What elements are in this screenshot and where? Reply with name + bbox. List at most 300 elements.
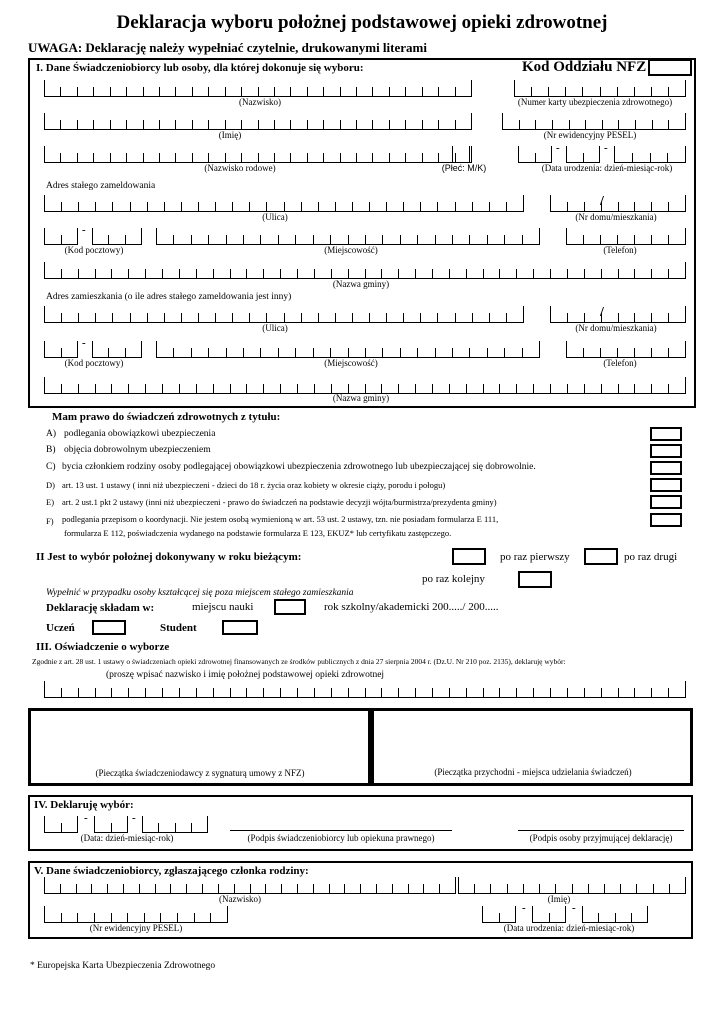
residence-street-caption: (Ulica) bbox=[262, 323, 288, 333]
cell-divider bbox=[365, 269, 366, 278]
cell-divider bbox=[582, 906, 583, 922]
cell-divider bbox=[144, 913, 145, 922]
cell-divider bbox=[295, 235, 296, 244]
stamp-clinic-caption: (Pieczątka przychodni - miejsca udzielania świadczeń) bbox=[434, 767, 632, 777]
phone-caption: (Telefon) bbox=[603, 245, 637, 255]
cell-divider bbox=[582, 87, 583, 96]
cell-divider bbox=[522, 235, 523, 244]
cell-divider bbox=[452, 146, 453, 162]
cell-divider bbox=[438, 120, 439, 129]
cell-divider bbox=[551, 146, 552, 162]
date-separator: - bbox=[604, 142, 608, 154]
cell-divider bbox=[156, 341, 157, 357]
cell-divider bbox=[469, 146, 470, 162]
insurance-card-caption: (Numer karty ubezpieczenia zdrowotnego) bbox=[517, 97, 673, 107]
entitlement-letter: A) bbox=[46, 429, 57, 439]
receiver-signature-line[interactable] bbox=[518, 830, 684, 831]
cell-divider bbox=[92, 341, 93, 357]
cell-divider bbox=[651, 87, 652, 96]
cell-divider bbox=[44, 262, 45, 278]
cell-divider bbox=[280, 269, 281, 278]
cell-divider bbox=[159, 153, 160, 162]
entitlement-a-checkbox[interactable] bbox=[650, 427, 682, 441]
cell-divider bbox=[61, 688, 62, 697]
cell-divider bbox=[432, 384, 433, 393]
cell-divider bbox=[583, 348, 584, 357]
first-name-caption: (Imię) bbox=[218, 130, 242, 140]
cell-divider bbox=[60, 87, 61, 96]
cell-divider bbox=[472, 313, 473, 322]
cell-divider bbox=[243, 348, 244, 357]
cell-divider bbox=[432, 269, 433, 278]
cell-divider bbox=[602, 120, 603, 129]
cell-divider bbox=[483, 384, 484, 393]
cell-divider bbox=[93, 87, 94, 96]
cell-divider bbox=[618, 269, 619, 278]
cell-divider bbox=[44, 681, 45, 697]
birth-day-field[interactable] bbox=[518, 146, 552, 163]
cell-divider bbox=[617, 348, 618, 357]
cell-divider bbox=[516, 269, 517, 278]
section-2-heading: II Jest to wybór położnej dokonywany w roku bieżącym: bbox=[36, 551, 302, 563]
postal-separator: - bbox=[82, 337, 86, 349]
cell-divider bbox=[583, 153, 584, 162]
declaration-day-field[interactable] bbox=[44, 816, 78, 833]
cell-divider bbox=[323, 153, 324, 162]
postal-code-caption: (Kod pocztowy) bbox=[64, 245, 124, 255]
cell-divider bbox=[329, 884, 330, 893]
second-time-checkbox[interactable] bbox=[584, 548, 618, 565]
cell-divider bbox=[111, 823, 112, 832]
cell-divider bbox=[218, 884, 219, 893]
cell-divider bbox=[403, 202, 404, 211]
cell-divider bbox=[615, 913, 616, 922]
cell-divider bbox=[215, 313, 216, 322]
cell-divider bbox=[449, 269, 450, 278]
cell-divider bbox=[192, 87, 193, 96]
student-note: Wypełnić w przypadku osoby kształcącej się poza miejscem stałego zamieszkania bbox=[46, 588, 354, 598]
cell-divider bbox=[108, 235, 109, 244]
cell-divider bbox=[348, 348, 349, 357]
first-time-checkbox[interactable] bbox=[452, 548, 486, 565]
entitlement-letter: C) bbox=[46, 462, 56, 472]
cell-divider bbox=[504, 348, 505, 357]
cell-divider bbox=[365, 348, 366, 357]
commune-field[interactable] bbox=[44, 262, 686, 279]
cell-divider bbox=[274, 153, 275, 162]
cell-divider bbox=[618, 202, 619, 211]
cell-divider bbox=[313, 884, 314, 893]
cell-divider bbox=[382, 348, 383, 357]
cell-divider bbox=[584, 313, 585, 322]
cell-divider bbox=[126, 87, 127, 96]
cell-divider bbox=[155, 884, 156, 893]
cell-divider bbox=[437, 202, 438, 211]
cell-divider bbox=[158, 823, 159, 832]
entitlement-heading: Mam prawo do świadczeń zdrowotnych z tytułu: bbox=[52, 411, 281, 423]
cell-divider bbox=[241, 87, 242, 96]
section-5-heading: V. Dane świadczeniobiorcy, zgłaszającego członka rodziny: bbox=[34, 865, 309, 877]
cell-divider bbox=[128, 269, 129, 278]
residence-postal-code-caption: (Kod pocztowy) bbox=[64, 358, 124, 368]
cell-divider bbox=[651, 384, 652, 393]
cell-divider bbox=[175, 87, 176, 96]
family-name-field[interactable] bbox=[44, 146, 472, 163]
cell-divider bbox=[225, 120, 226, 129]
cell-divider bbox=[331, 269, 332, 278]
cell-divider bbox=[400, 348, 401, 357]
cell-divider bbox=[95, 202, 96, 211]
cell-divider bbox=[331, 384, 332, 393]
cell-divider bbox=[420, 313, 421, 322]
cell-divider bbox=[449, 384, 450, 393]
cell-divider bbox=[208, 348, 209, 357]
cell-divider bbox=[208, 153, 209, 162]
cell-divider bbox=[225, 153, 226, 162]
cell-divider bbox=[685, 306, 686, 322]
cell-divider bbox=[313, 348, 314, 357]
cell-divider bbox=[668, 120, 669, 129]
section-3-heading: III. Oświadczenie o wyborze bbox=[36, 641, 170, 653]
cell-divider bbox=[466, 269, 467, 278]
commune-caption: (Nazwa gminy) bbox=[332, 279, 390, 289]
family-pesel-field[interactable] bbox=[44, 906, 228, 923]
cell-divider bbox=[295, 348, 296, 357]
next-time-checkbox[interactable] bbox=[518, 571, 552, 588]
cell-divider bbox=[466, 688, 467, 697]
cell-divider bbox=[280, 688, 281, 697]
cell-divider bbox=[502, 113, 503, 129]
entitlement-b-checkbox[interactable] bbox=[650, 444, 682, 458]
cell-divider bbox=[471, 113, 472, 129]
residence-postal-code-b-field[interactable] bbox=[92, 341, 142, 358]
cell-divider bbox=[44, 80, 45, 96]
beneficiary-signature-line[interactable] bbox=[230, 830, 452, 831]
cell-divider bbox=[263, 269, 264, 278]
cell-divider bbox=[198, 313, 199, 322]
cell-divider bbox=[127, 913, 128, 922]
cell-divider bbox=[112, 202, 113, 211]
pesel-field[interactable] bbox=[502, 113, 686, 130]
entitlement-f-checkbox[interactable] bbox=[650, 513, 682, 527]
cell-divider bbox=[175, 823, 176, 832]
cell-divider bbox=[360, 884, 361, 893]
cell-divider bbox=[452, 235, 453, 244]
cell-divider bbox=[156, 228, 157, 244]
cell-divider bbox=[420, 202, 421, 211]
family-name-caption: (Nazwisko rodowe) bbox=[204, 163, 276, 173]
cell-divider bbox=[44, 906, 45, 922]
sex-field[interactable] bbox=[452, 146, 470, 163]
cell-divider bbox=[128, 688, 129, 697]
cell-divider bbox=[667, 153, 668, 162]
cell-divider bbox=[567, 313, 568, 322]
cell-divider bbox=[535, 153, 536, 162]
cell-divider bbox=[44, 195, 45, 211]
cell-divider bbox=[77, 913, 78, 922]
cell-divider bbox=[208, 87, 209, 96]
entitlement-e-checkbox[interactable] bbox=[650, 495, 682, 509]
cell-divider bbox=[44, 146, 45, 162]
family-birth-day-field[interactable] bbox=[482, 906, 516, 923]
school-year-label: rok szkolny/akademicki 200...../ 200..... bbox=[324, 601, 499, 613]
cell-divider bbox=[650, 153, 651, 162]
cell-divider bbox=[280, 384, 281, 393]
cell-divider bbox=[435, 348, 436, 357]
birth-date-caption: (Data urodzenia: dzień-miesiąc-rok) bbox=[541, 163, 673, 173]
cell-divider bbox=[93, 153, 94, 162]
beneficiary-signature-caption: (Podpis świadczeniobiorcy lub opiekuna prawnego) bbox=[247, 833, 435, 843]
date-separator: - bbox=[522, 902, 526, 914]
cell-divider bbox=[95, 313, 96, 322]
declaration-date-caption: (Data: dzień-miesiąc-rok) bbox=[80, 833, 174, 843]
cell-divider bbox=[469, 235, 470, 244]
cell-divider bbox=[422, 87, 423, 96]
cell-divider bbox=[376, 884, 377, 893]
cell-divider bbox=[130, 313, 131, 322]
page-title: Deklaracja wyboru położnej podstawowej opieki zdrowotnej bbox=[116, 12, 608, 33]
cell-divider bbox=[179, 688, 180, 697]
cell-divider bbox=[482, 906, 483, 922]
cell-divider bbox=[452, 348, 453, 357]
house-number-field[interactable] bbox=[550, 195, 686, 212]
cell-divider bbox=[472, 202, 473, 211]
cell-divider bbox=[191, 348, 192, 357]
nfz-code-box[interactable] bbox=[648, 59, 692, 76]
residence-address-label: Adres zamieszkania (o ile adres stałego zameldowania jest inny) bbox=[46, 292, 292, 302]
cell-divider bbox=[652, 120, 653, 129]
cell-divider bbox=[566, 146, 567, 162]
cell-divider bbox=[44, 341, 45, 357]
cell-divider bbox=[258, 87, 259, 96]
cell-divider bbox=[365, 384, 366, 393]
cell-divider bbox=[651, 269, 652, 278]
first-name-field[interactable] bbox=[44, 113, 472, 130]
birth-year-field[interactable] bbox=[614, 146, 686, 163]
entitlement-c-checkbox[interactable] bbox=[650, 461, 682, 475]
cell-divider bbox=[241, 120, 242, 129]
cell-divider bbox=[356, 153, 357, 162]
place-of-study-checkbox[interactable] bbox=[274, 599, 306, 615]
cell-divider bbox=[181, 202, 182, 211]
cell-divider bbox=[565, 906, 566, 922]
cell-divider bbox=[94, 913, 95, 922]
street-field[interactable] bbox=[44, 195, 524, 212]
cell-divider bbox=[301, 202, 302, 211]
cell-divider bbox=[213, 269, 214, 278]
footnote: * Europejska Karta Ubezpieczenia Zdrowotnego bbox=[30, 961, 216, 971]
cell-divider bbox=[301, 313, 302, 322]
cell-divider bbox=[290, 87, 291, 96]
cell-divider bbox=[159, 120, 160, 129]
cell-divider bbox=[110, 87, 111, 96]
cell-divider bbox=[141, 341, 142, 357]
cell-divider bbox=[307, 120, 308, 129]
cell-divider bbox=[164, 313, 165, 322]
cell-divider bbox=[504, 235, 505, 244]
entitlement-d-checkbox[interactable] bbox=[650, 478, 682, 492]
cell-divider bbox=[139, 884, 140, 893]
cell-divider bbox=[386, 313, 387, 322]
cell-divider bbox=[198, 202, 199, 211]
cell-divider bbox=[369, 313, 370, 322]
cell-divider bbox=[314, 688, 315, 697]
cell-divider bbox=[533, 688, 534, 697]
cell-divider bbox=[668, 313, 669, 322]
midwife-name-field[interactable] bbox=[44, 681, 686, 698]
residence-phone-field[interactable] bbox=[566, 341, 686, 358]
family-first-name-field[interactable] bbox=[458, 877, 686, 894]
cell-divider bbox=[417, 348, 418, 357]
family-surname-field[interactable] bbox=[44, 877, 456, 894]
cell-divider bbox=[61, 913, 62, 922]
cell-divider bbox=[403, 313, 404, 322]
cell-divider bbox=[415, 384, 416, 393]
surname-field[interactable] bbox=[44, 80, 472, 97]
cell-divider bbox=[668, 384, 669, 393]
cell-divider bbox=[232, 313, 233, 322]
cell-divider bbox=[258, 153, 259, 162]
cell-divider bbox=[278, 235, 279, 244]
cell-divider bbox=[192, 153, 193, 162]
cell-divider bbox=[226, 235, 227, 244]
cell-divider bbox=[177, 913, 178, 922]
phone-field[interactable] bbox=[566, 228, 686, 245]
street-caption: (Ulica) bbox=[262, 212, 288, 222]
cell-divider bbox=[572, 884, 573, 893]
cell-divider bbox=[125, 235, 126, 244]
date-separator: - bbox=[556, 142, 560, 154]
entitlement-letter: B) bbox=[46, 445, 56, 455]
place-of-study-label: miejscu nauki bbox=[192, 601, 254, 613]
cell-divider bbox=[408, 884, 409, 893]
insurance-card-field[interactable] bbox=[514, 80, 686, 97]
cell-divider bbox=[125, 348, 126, 357]
cell-divider bbox=[78, 202, 79, 211]
cell-divider bbox=[617, 235, 618, 244]
declaration-year-field[interactable] bbox=[142, 816, 208, 833]
cell-divider bbox=[61, 384, 62, 393]
cell-divider bbox=[281, 884, 282, 893]
cell-divider bbox=[685, 681, 686, 697]
pupil-checkbox[interactable] bbox=[92, 620, 126, 635]
cell-divider bbox=[668, 87, 669, 96]
cell-divider bbox=[369, 202, 370, 211]
cell-divider bbox=[471, 80, 472, 96]
cell-divider bbox=[61, 823, 62, 832]
cell-divider bbox=[382, 235, 383, 244]
cell-divider bbox=[143, 120, 144, 129]
cell-divider bbox=[539, 884, 540, 893]
house-number-caption: (Nr domu/mieszkania) bbox=[575, 212, 657, 222]
cell-divider bbox=[584, 688, 585, 697]
fill-instructions: UWAGA: Deklarację należy wypełniać czytelnie, drukowanymi literami bbox=[28, 40, 427, 55]
residence-commune-field[interactable] bbox=[44, 377, 686, 394]
permanent-address-label: Adres stałego zameldowania bbox=[46, 181, 156, 191]
postal-code-a-field[interactable] bbox=[44, 228, 78, 245]
cell-divider bbox=[263, 384, 264, 393]
town-field[interactable] bbox=[156, 228, 540, 245]
residence-house-number-field[interactable] bbox=[550, 306, 686, 323]
cell-divider bbox=[76, 884, 77, 893]
residence-street-field[interactable] bbox=[44, 306, 524, 323]
cell-divider bbox=[352, 202, 353, 211]
entitlement-text: podlegania przepisom o koordynacji. Nie jestem osobą wymienioną w art. 53 ust. 2 ustawy, tzn. nie posiadam formularza E 111, bbox=[62, 514, 499, 524]
postal-code-b-field[interactable] bbox=[92, 228, 142, 245]
cell-divider bbox=[458, 877, 459, 893]
cell-divider bbox=[196, 688, 197, 697]
cell-divider bbox=[194, 913, 195, 922]
cell-divider bbox=[44, 877, 45, 893]
cell-divider bbox=[44, 113, 45, 129]
second-time-label: po raz drugi bbox=[624, 551, 678, 563]
cell-divider bbox=[145, 269, 146, 278]
cell-divider bbox=[552, 120, 553, 129]
student-checkbox[interactable] bbox=[222, 620, 258, 635]
first-time-label: po raz pierwszy bbox=[500, 551, 570, 563]
cell-divider bbox=[455, 313, 456, 322]
declaration-month-field[interactable] bbox=[94, 816, 128, 833]
cell-divider bbox=[449, 688, 450, 697]
cell-divider bbox=[164, 202, 165, 211]
entitlement-text: bycia członkiem rodziny osoby podlegającej obowiązkowi ubezpieczenia zdrowotnego lub ubezpieczającej się dobrowolnie. bbox=[62, 462, 536, 472]
birth-month-field[interactable] bbox=[566, 146, 600, 163]
cell-divider bbox=[61, 313, 62, 322]
cell-divider bbox=[474, 884, 475, 893]
cell-divider bbox=[111, 269, 112, 278]
nfz-code-label: Kod Oddziału NFZ bbox=[522, 59, 647, 75]
cell-divider bbox=[196, 384, 197, 393]
cell-divider bbox=[601, 269, 602, 278]
cell-divider bbox=[519, 120, 520, 129]
cell-divider bbox=[175, 153, 176, 162]
cell-divider bbox=[344, 884, 345, 893]
cell-divider bbox=[487, 348, 488, 357]
family-surname-caption: (Nazwisko) bbox=[219, 894, 261, 904]
cell-divider bbox=[516, 384, 517, 393]
cell-divider bbox=[213, 688, 214, 697]
cell-divider bbox=[179, 384, 180, 393]
family-birth-month-field[interactable] bbox=[532, 906, 566, 923]
cell-divider bbox=[614, 146, 615, 162]
cell-divider bbox=[506, 313, 507, 322]
cell-divider bbox=[208, 235, 209, 244]
cell-divider bbox=[61, 235, 62, 244]
section-4-heading: IV. Deklaruję wybór: bbox=[34, 799, 134, 811]
cell-divider bbox=[600, 348, 601, 357]
cell-divider bbox=[123, 884, 124, 893]
town-caption: (Miejscowość) bbox=[324, 245, 378, 255]
cell-divider bbox=[278, 348, 279, 357]
residence-town-field[interactable] bbox=[156, 341, 540, 358]
cell-divider bbox=[318, 202, 319, 211]
cell-divider bbox=[569, 120, 570, 129]
cell-divider bbox=[126, 153, 127, 162]
cell-divider bbox=[389, 87, 390, 96]
cell-divider bbox=[567, 269, 568, 278]
cell-divider bbox=[565, 87, 566, 96]
cell-divider bbox=[523, 884, 524, 893]
cell-divider bbox=[636, 884, 637, 893]
residence-postal-code-a-field[interactable] bbox=[44, 341, 78, 358]
cell-divider bbox=[44, 377, 45, 393]
section-1-heading: I. Dane Świadczeniobiorcy lub osoby, dla której dokonuje się wyboru: bbox=[36, 62, 364, 74]
next-time-label: po raz kolejny bbox=[422, 573, 485, 585]
cell-divider bbox=[77, 87, 78, 96]
family-birth-year-field[interactable] bbox=[582, 906, 648, 923]
cell-divider bbox=[160, 913, 161, 922]
entitlement-text-continued: formularza E 112, poświadczenia wydanego na podstawie formularza E 123, EKUZ* lub certyfikatu zastępczego. bbox=[64, 528, 452, 538]
